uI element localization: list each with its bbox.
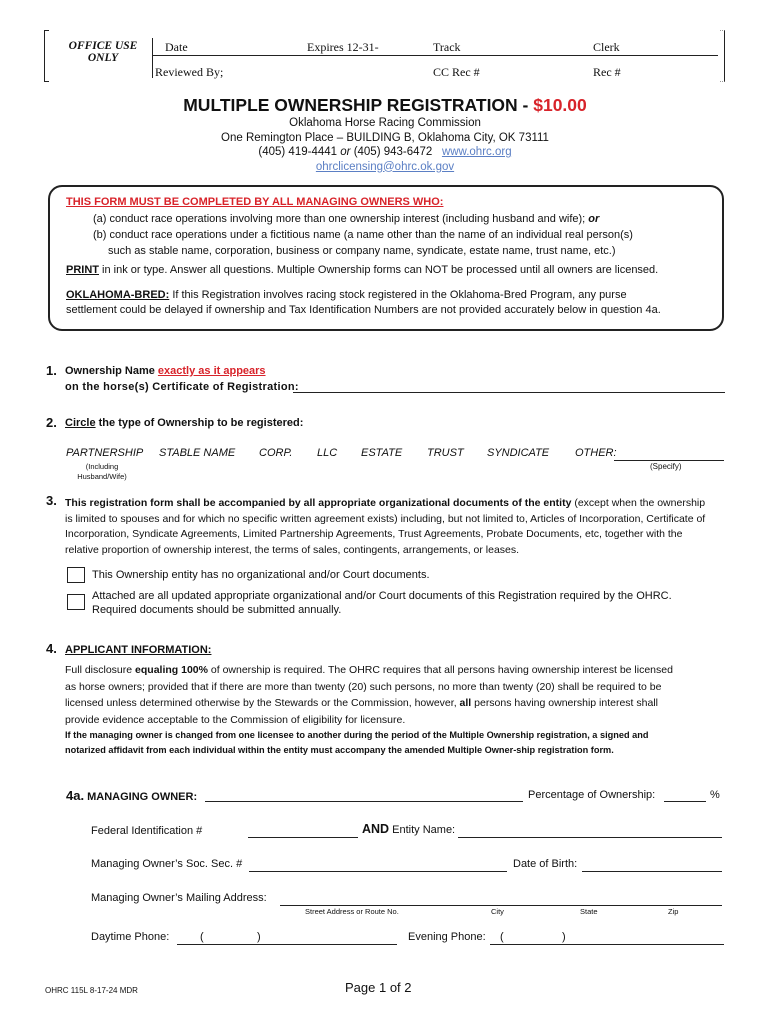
q1-label-line2: on the horse(s) Certificate of Registration: — [65, 381, 299, 393]
entity-name-field[interactable] — [458, 837, 722, 838]
office-box-left-bracket — [44, 30, 49, 82]
type-estate[interactable]: ESTATE — [361, 447, 403, 459]
office-label-line2: ONLY — [87, 52, 119, 64]
office-box-right-bracket — [720, 30, 725, 82]
q3-number: 3. — [46, 493, 57, 508]
email-link[interactable]: ohrclicensing@ohrc.ok.gov — [315, 160, 455, 173]
q4a-label: MANAGING OWNER: — [84, 791, 198, 803]
evening-paren-close: ) — [562, 931, 566, 943]
type-other[interactable]: OTHER: — [575, 447, 617, 459]
notice-item-a-or: or — [588, 213, 600, 225]
q3-text2: is limited to spouses and for which no specific written agreement exists) including, but not limited to, Articles of Incorporation, Certificate of — [65, 512, 706, 525]
no-documents-label: This Ownership entity has no organizational and/or Court documents. — [92, 569, 430, 581]
percentage-label: Percentage of Ownership: — [528, 789, 656, 801]
evening-phone-label: Evening Phone: — [408, 931, 486, 943]
q1-label-text: Ownership Name — [65, 365, 158, 377]
city-caption: City — [491, 907, 504, 916]
page-number: Page 1 of 2 — [345, 980, 412, 995]
org-contact-block — [0, 116, 770, 174]
type-llc[interactable]: LLC — [317, 447, 338, 459]
notice-bred-text1: If this Registration involves racing stock registered in the Oklahoma-Bred Program, any purse — [169, 289, 627, 301]
office-rec: Rec # — [593, 65, 621, 79]
q4-p2: as horse owners; provided that if there are more than twenty (20) such persons, no more than twenty (20) shall be required to be — [65, 680, 662, 693]
type-syndicate[interactable]: SYNDICATE — [487, 447, 550, 459]
q3-text3: Incorporation, Syndicate Agreements, Limited Partnership Agreements, Trust Agreements, Probate Documents, etc, together with the — [65, 528, 683, 540]
entity-name-text: Entity Name: — [389, 824, 456, 836]
q4-p1a: Full disclosure — [65, 664, 136, 676]
partnership-note-line1: (Including — [85, 462, 119, 471]
q3-text1: (except when the ownership — [571, 497, 706, 509]
federal-id-field[interactable] — [248, 837, 358, 838]
q2-circle-word: Circle — [65, 417, 96, 429]
daytime-paren-close: ) — [257, 931, 261, 943]
ssn-label: Managing Owner’s Soc. Sec. # — [91, 858, 243, 870]
office-divider — [152, 38, 153, 78]
q4-paragraph — [65, 662, 730, 728]
office-reviewed-by: Reviewed By; — [155, 65, 224, 79]
title-text: MULTIPLE OWNERSHIP REGISTRATION - — [183, 95, 534, 115]
q4-affidavit-note — [65, 728, 733, 758]
type-corp[interactable]: CORP. — [259, 447, 293, 459]
org-phone-a: (405) 419-4441 — [258, 146, 338, 158]
org-address: One Remington Place – BUILDING B, Oklahoma City, OK 73111 — [221, 131, 549, 144]
q4-p3a: licensed unless determined otherwise by the Stewards or the Commission, however, — [65, 697, 460, 709]
office-mid-line — [152, 55, 718, 56]
type-trust[interactable]: TRUST — [427, 447, 464, 459]
q4-p1b: equaling 100% — [135, 664, 208, 676]
partnership-note — [66, 462, 138, 482]
type-partnership[interactable]: PARTNERSHIP — [66, 447, 144, 459]
notice-item-b1: (b) conduct race operations under a fictitious name (a name other than the name of an individual real person(s) — [93, 229, 633, 241]
evening-paren-open: ( — [500, 931, 504, 943]
dob-label: Date of Birth: — [513, 858, 578, 870]
form-id: OHRC 115L 8-17-24 MDR — [45, 986, 138, 995]
other-specify-field[interactable] — [614, 460, 724, 461]
q3-bold-text: This registration form shall be accompanied by all appropriate organizational documents of the entity — [65, 497, 572, 509]
office-date: Date — [165, 40, 188, 54]
specify-caption: (Specify) — [650, 462, 682, 471]
q4-number: 4. — [46, 641, 57, 656]
office-clerk: Clerk — [593, 40, 620, 54]
q4-p3b: all — [459, 697, 472, 709]
q2-label-text: the type of Ownership to be registered: — [95, 417, 304, 429]
org-phone-b: (405) 943-6472 — [353, 146, 433, 158]
q3-text4: relative proportion of ownership interest, the terms of sales, contingents, arrangements, or leases. — [65, 543, 520, 556]
managing-owner-name-field[interactable] — [205, 801, 523, 802]
daytime-paren-open: ( — [200, 931, 204, 943]
partnership-note-line2: Husband/Wife) — [77, 472, 127, 481]
documents-attached-checkbox[interactable] — [67, 594, 85, 610]
q1-number: 1. — [46, 363, 57, 378]
type-stable-name[interactable]: STABLE NAME — [159, 447, 236, 459]
q1-label-red: exactly as it appears — [157, 365, 266, 377]
zip-caption: Zip — [668, 907, 679, 916]
org-name: Oklahoma Horse Racing Commission — [289, 117, 481, 129]
office-use-label — [66, 40, 140, 64]
percentage-field[interactable] — [664, 801, 706, 802]
mailing-address-field[interactable] — [280, 905, 722, 906]
org-phones — [0, 145, 770, 160]
documents-attached-label: Attached are all updated appropriate organizational and/or Court documents of this Registration required by the OHRC. — [92, 590, 672, 602]
notice-bred-label: OKLAHOMA-BRED: — [66, 289, 170, 301]
and-word: AND — [362, 822, 390, 836]
q4a-number: 4a. — [66, 788, 85, 803]
evening-phone-field[interactable] — [490, 944, 724, 945]
page-title — [0, 95, 770, 116]
office-label-line1: OFFICE USE — [68, 40, 138, 52]
mailing-address-label: Managing Owner’s Mailing Address: — [91, 892, 267, 904]
daytime-phone-field[interactable] — [177, 944, 397, 945]
documents-annual-note: Required documents should be submitted annually. — [92, 604, 342, 616]
ownership-name-field[interactable] — [293, 392, 725, 393]
q4-p1c: of ownership is required. The OHRC requires that all persons having ownership interest be licensed — [207, 664, 673, 676]
q4-affidavit-line2: notarized affidavit from each individual within the entity must accompany the amended Multiple Owner-ship registration form. — [65, 745, 614, 755]
notice-bred — [66, 289, 627, 301]
q4-heading: APPLICANT INFORMATION: — [65, 644, 212, 656]
no-documents-checkbox[interactable] — [67, 567, 85, 583]
q3-paragraph — [65, 496, 730, 558]
q4-p4: provide evidence acceptable to the Commission of eligibility for licensure. — [65, 713, 406, 726]
q2-label — [65, 417, 303, 429]
office-cc-rec: CC Rec # — [433, 65, 480, 79]
notice-heading: THIS FORM MUST BE COMPLETED BY ALL MANAGING OWNERS WHO: — [66, 196, 444, 208]
federal-id-label: Federal Identification # — [91, 825, 203, 837]
q1-label — [65, 365, 266, 377]
website-link[interactable]: www.ohrc.org — [441, 146, 512, 158]
q4a-heading — [66, 787, 197, 805]
org-phone-or: or — [340, 146, 351, 158]
notice-item-a — [93, 213, 599, 225]
office-track: Track — [433, 40, 461, 54]
entity-name-label — [362, 822, 455, 836]
daytime-phone-label: Daytime Phone: — [91, 931, 170, 943]
notice-item-a-text: (a) conduct race operations involving more than one ownership interest (including husband and wife); — [93, 213, 586, 225]
q4-p3c: persons having ownership interest shall — [471, 697, 658, 709]
percent-symbol: % — [710, 789, 720, 801]
notice-bred-text2: settlement could be delayed if ownership and Tax Identification Numbers are not provided accurately below in question 4a. — [66, 304, 661, 316]
title-fee: $10.00 — [533, 95, 587, 115]
notice-print — [66, 264, 658, 276]
dob-field[interactable] — [582, 871, 722, 872]
ssn-field[interactable] — [249, 871, 507, 872]
notice-item-b2: such as stable name, corporation, business or company name, syndicate, estate name, trust name, etc.) — [108, 245, 616, 257]
notice-print-label: PRINT — [66, 264, 99, 276]
state-caption: State — [580, 907, 598, 916]
notice-print-text: in ink or type. Answer all questions. Multiple Ownership forms can NOT be processed until all owners are licensed. — [99, 264, 659, 276]
q2-number: 2. — [46, 415, 57, 430]
street-caption: Street Address or Route No. — [305, 907, 399, 916]
q4-affidavit-line1: If the managing owner is changed from one licensee to another during the period of the Multiple Ownership registration, a signed and — [65, 730, 649, 740]
office-expires: Expires 12-31- — [307, 40, 379, 54]
